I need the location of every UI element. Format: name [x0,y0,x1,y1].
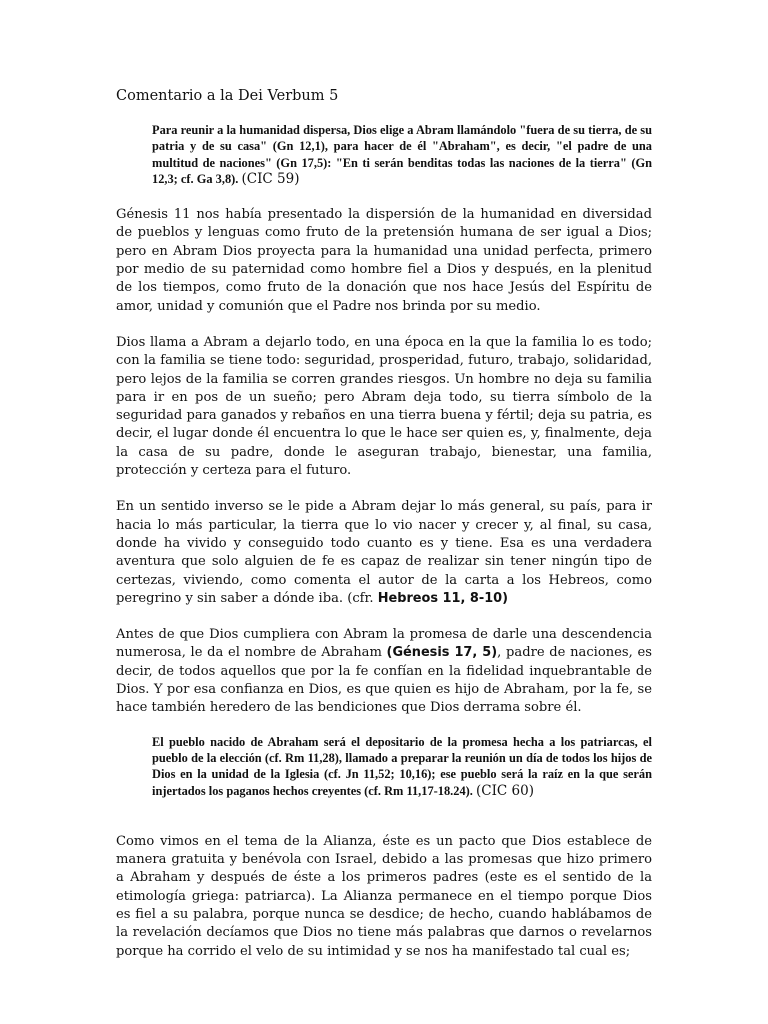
document-page [116,86,652,961]
catechism-quote-60 [152,734,652,799]
paragraph-genesis-11: Génesis 11 nos había presentado la dispersión de la humanidad en diversidad de pueblos y lenguas como fruto de la pretensión humana de ser igual a Dios; pero en Abram Dios proyecta para la humanidad una unidad perfecta, primero por medio de su paternidad como hombre fiel a Dios y después, en la plenitud de los tiempos, como fruto de la donación que nos hace Jesús del Espíritu de amor, unidad y comunión que el Padre nos brinda por su medio. [116,207,652,314]
catechism-quote-59 [152,122,652,187]
paragraph-inverse-sense [116,498,652,608]
bible-reference: Hebreos 11, 8-10) [377,590,509,606]
quote-text: Para reunir a la humanidad dispersa, Dios elige a Abram llamándolo "fuera de su tierra, de su patria y de su casa" (Gn 12,1), para hacer de él "Abraham", es decir, "el padre de una multitud de naciones" (Gn 17,5): "En ti serán benditas todas las naciones de la tierra" (Gn 12,3; cf. Ga 3,8). [152,123,652,186]
document-title: Comentario a la Dei Verbum 5 [116,88,339,104]
paragraph-text-b: , padre de naciones, es decir, de todos aquellos que por la fe confían en la fidelidad inquebrantable de Dios. Y por esa confianza en Dios, es que quien es hijo de Abraham, por la fe, se hace también heredero de las bendiciones que Dios derrama sobre él. [116,645,652,716]
quote-reference: (CIC 60) [475,782,534,799]
paragraph-alianza: Como vimos en el tema de la Alianza, éste es un pacto que Dios establece de manera gratuita y benévola con Israel, debido a las promesas que hizo primero a Abraham y después de éste a los primeros padres (este es el sentido de la etimología griega: patriarca). La Alianza permanece en el tiempo porque Dios es fiel a su palabra, porque nunca se desdice; de hecho, cuando hablábamos de la revelación decíamos que Dios no tiene más palabras que darnos o revelarnos porque ha corrido el velo de su intimidad y se nos ha manifestado tal cual es; [116,833,652,959]
paragraph-abraham-name [116,626,652,717]
paragraph-text-a: Antes de que Dios cumpliera con Abram la promesa de darle una descendencia numerosa, le da el nombre de Abraham [116,627,652,661]
paragraph-text: En un sentido inverso se le pide a Abram dejar lo más general, su país, para ir hacia lo más particular, la tierra que lo vio nacer y crecer y, al final, su casa, donde ha vivido y conseguido todo cuanto es y tiene. Esa es una verdadera aventura que solo alguien de fe es capaz de realizar sin tener ningún tipo de certezas, viviendo, como comenta el autor de la carta a los Hebreos, como peregrino y sin saber a dónde iba. (cfr. [116,499,652,606]
paragraph-abram-called: Dios llama a Abram a dejarlo todo, en una época en la que la familia lo es todo; con la familia se tiene todo: seguridad, prosperidad, futuro, trabajo, solidaridad, pero lejos de la familia se corren grandes riesgos. Un hombre no deja su familia para ir en pos de un sueño; pero Abram deja todo, su tierra símbolo de la seguridad para ganados y rebaños en una tierra buena y fértil; deja su patria, es decir, el lugar donde él encuentra lo que le hace ser quien es, y, finalmente, deja la casa de su padre, donde le aseguran trabajo, bienestar, una familia, protección y certeza para el futuro. [116,334,652,479]
quote-text: El pueblo nacido de Abraham será el depositario de la promesa hecha a los patriarcas, el pueblo de la elección (cf. Rm 11,28), llamado a preparar la reunión un día de todos los hijos de Dios en la unidad de la Iglesia (cf. Jn 11,52; 10,16); ese pueblo será la raíz en la que serán injertados los paganos hechos creyentes (cf. Rm 11,17-18.24). [152,734,652,798]
bible-reference: (Génesis 17, 5) [386,645,498,661]
quote-reference: (CIC 59) [241,170,300,187]
